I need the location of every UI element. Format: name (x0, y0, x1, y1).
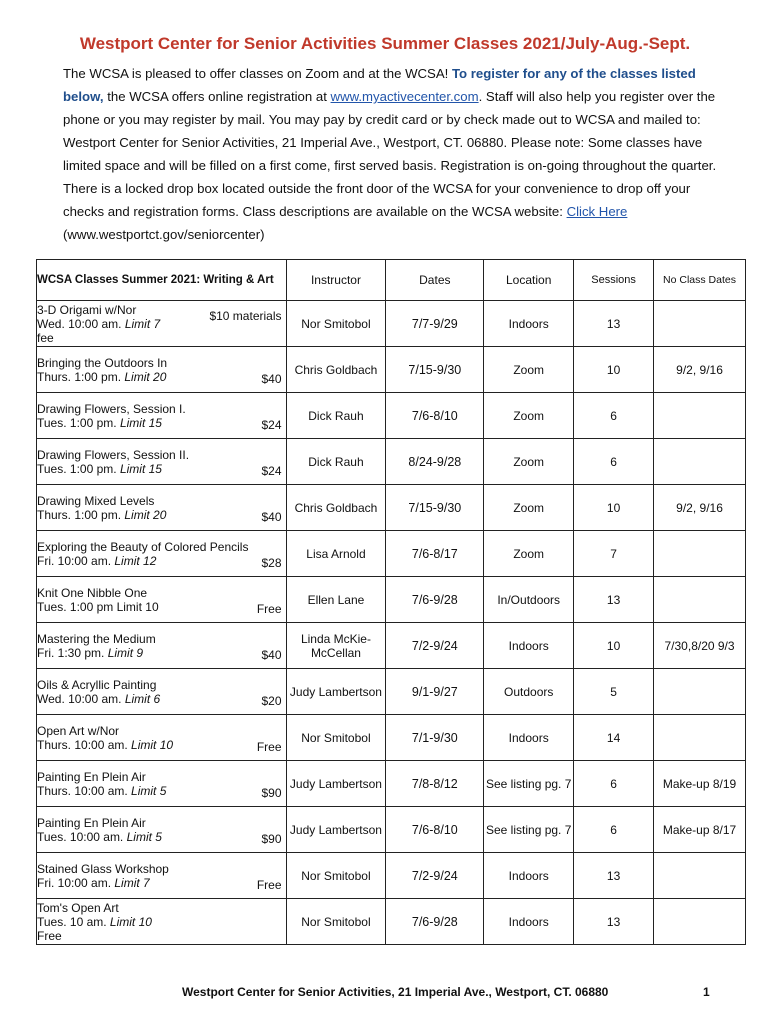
dates-cell: 7/6-9/28 (386, 577, 484, 623)
course-limit: Limit 20 (124, 369, 167, 384)
sessions-cell: 7 (574, 531, 654, 577)
no-class-cell: Make-up 8/17 (654, 807, 746, 853)
dates-cell: 7/2-9/24 (386, 853, 484, 899)
instructor-cell: Judy Lambertson (286, 807, 386, 853)
course-cell (37, 623, 287, 669)
website-url: (www.westportct.gov/seniorcenter) (63, 227, 265, 242)
page-number: 1 (703, 985, 710, 999)
location-cell: Zoom (484, 439, 574, 485)
intro-paragraph (63, 62, 723, 246)
course-limit: Limit 5 (126, 829, 162, 844)
no-class-cell: Make-up 8/19 (654, 761, 746, 807)
course-cell (37, 485, 287, 531)
course-cell (37, 853, 287, 899)
course-time: Wed. 10:00 am. (37, 316, 125, 331)
dates-cell: 7/6-8/10 (386, 393, 484, 439)
course-limit: Limit 7 (124, 316, 161, 331)
course-fee: $20 (261, 694, 282, 708)
course-name: Mastering the Medium (37, 631, 156, 646)
course-name: 3-D Origami w/Nor (37, 302, 137, 317)
course-name: Knit One Nibble One (37, 585, 148, 600)
title-main: Westport Center for Senior Activities (79, 34, 377, 53)
course-cell (37, 715, 287, 761)
header-course: WCSA Classes Summer 2021: Writing & Art (37, 260, 287, 301)
course-limit: Limit 7 (114, 875, 150, 890)
sessions-cell: 6 (574, 439, 654, 485)
course-name: Stained Glass Workshop (37, 861, 169, 876)
course-cell (37, 439, 287, 485)
course-limit: Limit 15 (119, 415, 162, 430)
course-limit: Limit 10 (131, 737, 174, 752)
header-no-class: No Class Dates (654, 260, 746, 301)
table-row (37, 347, 746, 393)
course-time: Tues. 10:00 am. (37, 829, 127, 844)
location-cell: See listing pg. 7 (484, 807, 574, 853)
course-cell (37, 807, 287, 853)
course-time: Fri. 10:00 am. (37, 553, 115, 568)
dates-cell: 7/7-9/29 (386, 301, 484, 347)
sessions-cell: 10 (574, 485, 654, 531)
click-here-link[interactable]: Click Here (566, 204, 628, 219)
instructor-cell: Dick Rauh (286, 439, 386, 485)
course-time: Tues. 1:00 pm Limit 10 (37, 599, 159, 614)
table-row (37, 715, 746, 761)
course-time: Thurs. 1:00 pm. (37, 507, 125, 522)
no-class-cell (654, 439, 746, 485)
location-cell: Indoors (484, 715, 574, 761)
sessions-cell: 5 (574, 669, 654, 715)
course-name: Drawing Flowers, Session I. (37, 401, 186, 416)
dates-cell: 7/6-9/28 (386, 899, 484, 945)
dates-cell: 7/6-8/17 (386, 531, 484, 577)
location-cell: Zoom (484, 393, 574, 439)
course-name: Drawing Mixed Levels (37, 493, 155, 508)
no-class-cell (654, 393, 746, 439)
intro-text-3: . Staff will also help you register over the phone or you may register by mail. You may pay by credit card or by check made out to WCSA and mailed to: Westport Center for Senior Activities, 21 Imperial Ave., Westport, CT. 06880. Please note: Some classes have limited space and will be filled on a first come, first served basis. Registration is on-going throughout the quarter. There is a locked drop box located outside the front door of the WCSA for your convenience to drop off your checks and registration forms. Class descriptions are available on the WCSA website: (63, 89, 717, 219)
table-header-row (37, 260, 746, 301)
header-instructor: Instructor (286, 260, 386, 301)
instructor-cell: Chris Goldbach (286, 347, 386, 393)
sessions-cell: 13 (574, 899, 654, 945)
location-cell: Indoors (484, 301, 574, 347)
dates-cell: 7/8-8/12 (386, 761, 484, 807)
course-time: Thurs. 1:00 pm. (37, 369, 125, 384)
course-name: Painting En Plein Air (37, 815, 146, 830)
course-time: Fri. 10:00 am. (37, 875, 115, 890)
course-name: Painting En Plein Air (37, 769, 146, 784)
table-row (37, 577, 746, 623)
location-cell: Outdoors (484, 669, 574, 715)
dates-cell: 7/6-8/10 (386, 807, 484, 853)
course-time: Tues. 1:00 pm. (37, 461, 120, 476)
dates-cell: 7/1-9/30 (386, 715, 484, 761)
header-location: Location (484, 260, 574, 301)
header-dates: Dates (386, 260, 484, 301)
table-row (37, 485, 746, 531)
course-cell (37, 761, 287, 807)
course-cell (37, 669, 287, 715)
table-row (37, 761, 746, 807)
instructor-cell: Nor Smitobol (286, 715, 386, 761)
course-limit: Limit 6 (124, 691, 161, 706)
course-limit: Limit 20 (124, 507, 167, 522)
table-row (37, 393, 746, 439)
dates-cell: 7/15-9/30 (386, 347, 484, 393)
no-class-cell: 7/30,8/20 9/3 (654, 623, 746, 669)
sessions-cell: 6 (574, 393, 654, 439)
instructor-cell: Chris Goldbach (286, 485, 386, 531)
course-fee: $10 materials (209, 309, 282, 323)
intro-text-2: the WCSA offers online registration at (103, 89, 331, 104)
classes-table (36, 259, 746, 945)
course-limit: Limit 10 (109, 914, 152, 929)
sessions-cell: 10 (574, 347, 654, 393)
sessions-cell: 6 (574, 807, 654, 853)
course-cell (37, 301, 287, 347)
no-class-cell (654, 853, 746, 899)
location-cell: Indoors (484, 853, 574, 899)
instructor-cell: Nor Smitobol (286, 899, 386, 945)
course-cell (37, 531, 287, 577)
course-name: Tom's Open Art (37, 900, 119, 915)
course-limit: Limit 12 (114, 553, 157, 568)
instructor-cell: Lisa Arnold (286, 531, 386, 577)
intro-text-1: The WCSA is pleased to offer classes on Zoom and at the WCSA! (63, 66, 452, 81)
instructor-cell: Judy Lambertson (286, 761, 386, 807)
instructor-cell: Nor Smitobol (286, 301, 386, 347)
table-row (37, 853, 746, 899)
course-fee: $24 (261, 418, 282, 432)
table-row (37, 531, 746, 577)
no-class-cell (654, 301, 746, 347)
sessions-cell: 6 (574, 761, 654, 807)
dates-cell: 8/24-9/28 (386, 439, 484, 485)
dates-cell: 7/2-9/24 (386, 623, 484, 669)
table-row (37, 669, 746, 715)
course-extra: Free (37, 928, 62, 943)
course-cell (37, 577, 287, 623)
instructor-cell: Judy Lambertson (286, 669, 386, 715)
sessions-cell: 14 (574, 715, 654, 761)
sessions-cell: 13 (574, 301, 654, 347)
no-class-cell (654, 577, 746, 623)
course-fee: Free (256, 602, 282, 616)
intro-register-note: To register for any of the classes listed below, (63, 66, 696, 104)
course-cell (37, 347, 287, 393)
course-name: Exploring the Beauty of Colored Pencils (37, 539, 249, 554)
instructor-cell: Ellen Lane (286, 577, 386, 623)
course-limit: Limit 15 (119, 461, 162, 476)
dates-cell: 7/15-9/30 (386, 485, 484, 531)
header-sessions: Sessions (574, 260, 654, 301)
no-class-cell (654, 669, 746, 715)
location-cell: Indoors (484, 623, 574, 669)
course-time: Thurs. 10:00 am. (37, 737, 132, 752)
sessions-cell: 10 (574, 623, 654, 669)
no-class-cell: 9/2, 9/16 (654, 485, 746, 531)
course-time: Thurs. 10:00 am. (37, 783, 132, 798)
myactivecenter-link[interactable]: www.myactivecenter.com (330, 89, 479, 104)
table-row (37, 899, 746, 945)
table-row (37, 439, 746, 485)
course-limit: Limit 9 (107, 645, 144, 660)
course-fee: Free (256, 878, 282, 892)
course-time: Fri. 1:30 pm. (37, 645, 108, 660)
instructor-cell: Nor Smitobol (286, 853, 386, 899)
course-time: Tues. 10 am. (37, 914, 110, 929)
no-class-cell (654, 899, 746, 945)
location-cell: Zoom (484, 531, 574, 577)
footer-address: Westport Center for Senior Activities, 21 Imperial Ave., Westport, CT. 06880 (182, 985, 609, 999)
location-cell: Indoors (484, 899, 574, 945)
course-name: Bringing the Outdoors In (37, 355, 168, 370)
page-title (0, 34, 770, 54)
course-name: Oils & Acryllic Painting (37, 677, 157, 692)
course-fee: $90 (261, 786, 282, 800)
no-class-cell: 9/2, 9/16 (654, 347, 746, 393)
course-fee: $40 (261, 372, 282, 386)
course-fee: $90 (261, 832, 282, 846)
sessions-cell: 13 (574, 853, 654, 899)
table-row (37, 807, 746, 853)
course-fee: Free (256, 740, 282, 754)
course-name: Open Art w/Nor (37, 723, 120, 738)
dates-cell: 9/1-9/27 (386, 669, 484, 715)
sessions-cell: 13 (574, 577, 654, 623)
course-limit: Limit 5 (131, 783, 167, 798)
course-fee: $40 (261, 648, 282, 662)
location-cell: Zoom (484, 347, 574, 393)
course-cell (37, 899, 287, 945)
course-cell (37, 393, 287, 439)
course-time: Tues. 1:00 pm. (37, 415, 120, 430)
course-fee: $28 (261, 556, 282, 570)
table-row (37, 301, 746, 347)
location-cell: Zoom (484, 485, 574, 531)
course-extra: fee (37, 330, 54, 345)
title-sub: Summer Classes 2021/July-Aug.-Sept. (381, 34, 691, 53)
course-fee: $40 (261, 510, 282, 524)
course-name: Drawing Flowers, Session II. (37, 447, 190, 462)
no-class-cell (654, 531, 746, 577)
instructor-cell: Linda McKie-McCellan (286, 623, 386, 669)
location-cell: In/Outdoors (484, 577, 574, 623)
course-time: Wed. 10:00 am. (37, 691, 125, 706)
no-class-cell (654, 715, 746, 761)
location-cell: See listing pg. 7 (484, 761, 574, 807)
instructor-cell: Dick Rauh (286, 393, 386, 439)
course-fee: $24 (261, 464, 282, 478)
table-row (37, 623, 746, 669)
